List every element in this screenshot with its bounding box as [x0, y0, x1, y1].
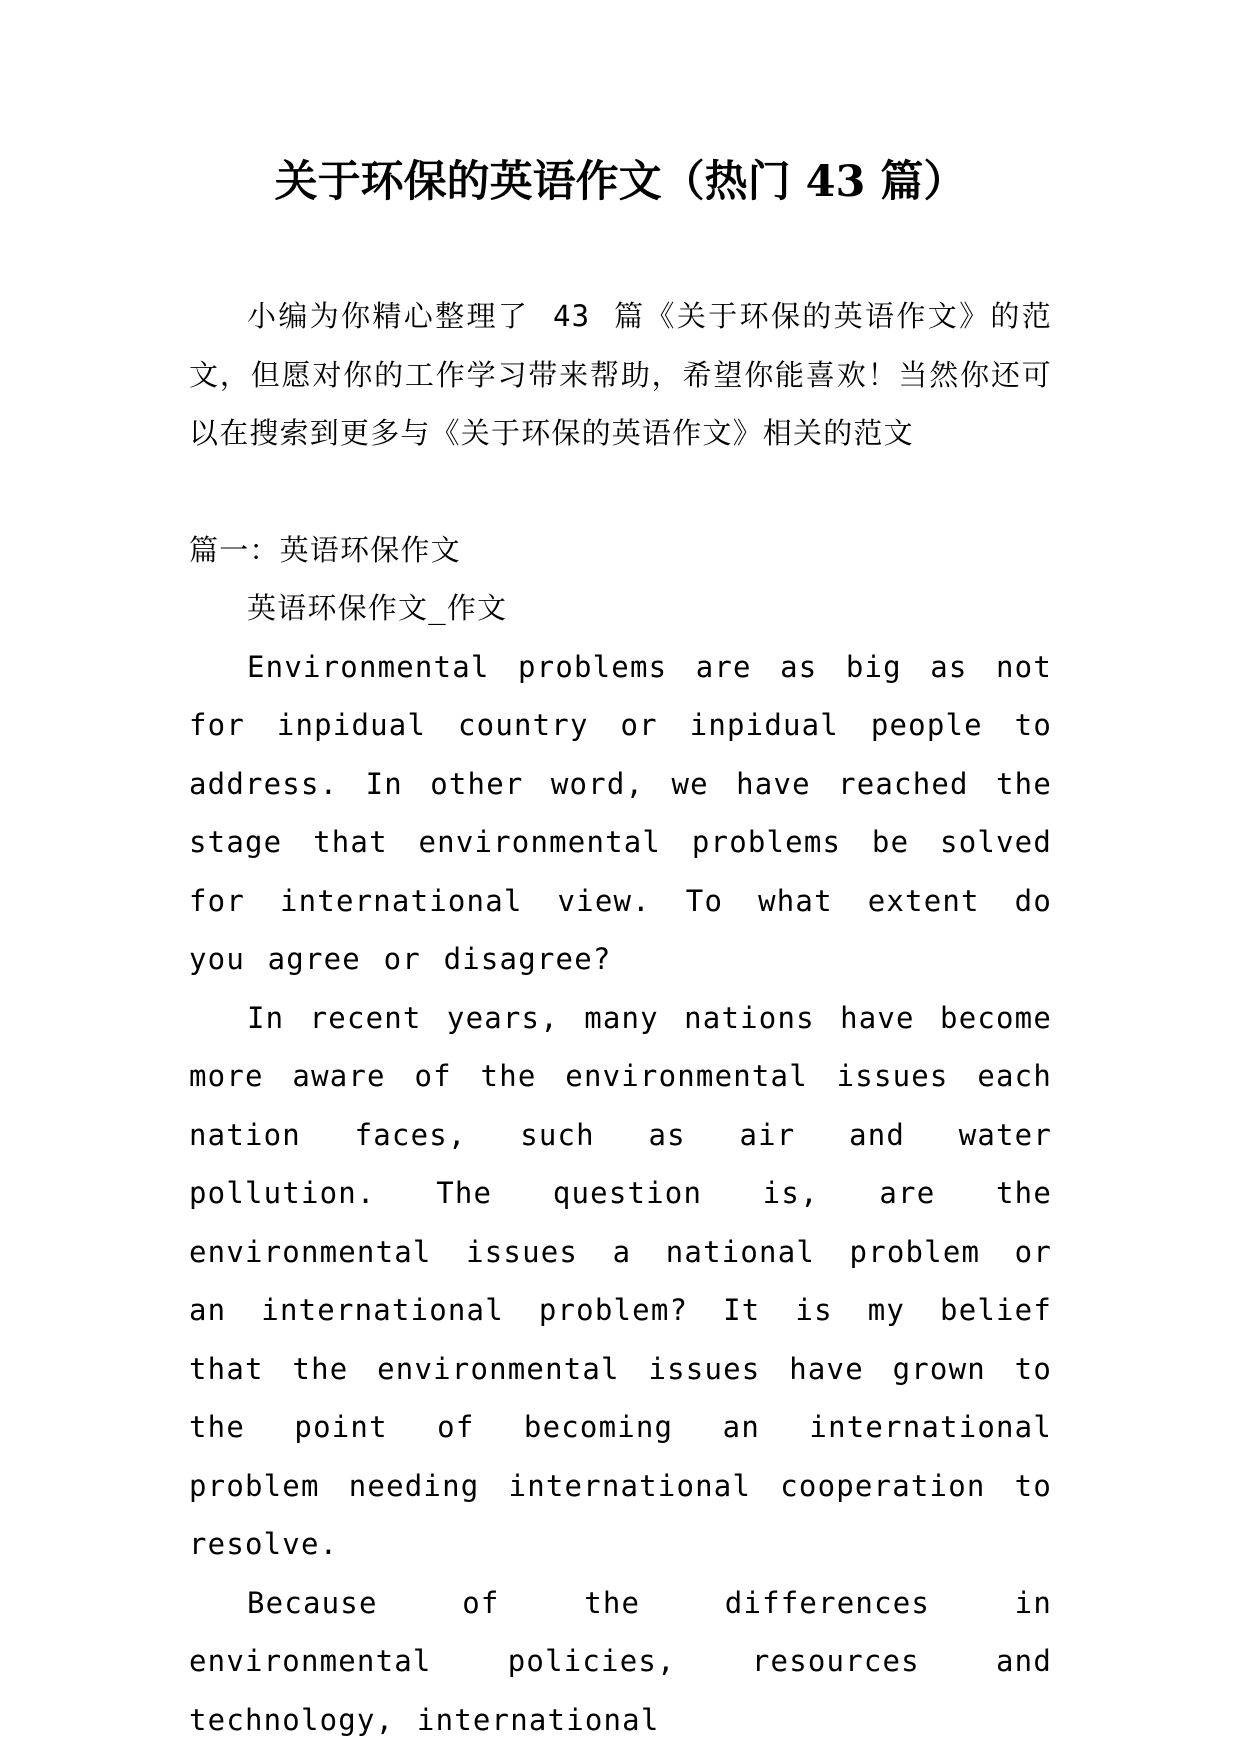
body-paragraph-2: In recent years, many nations have become more aware of the environmental issues each nation faces, such as air and water pollution. The question is, are the environmental issues a national problem or an international problem? It is my belief that the environmental issues have grown to the point of becoming an international problem needing international cooperation to resolve. [189, 1000, 1052, 1561]
paragraph-gap [189, 463, 1052, 521]
document-title: 关于环保的英语作文（热门 43 篇） [274, 157, 967, 207]
body-paragraph-3: Because of the differences in environmental policies, resources and technology, international [189, 1585, 1052, 1737]
section-heading: 篇一：英语环保作文 [189, 532, 461, 567]
sub-heading: 英语环保作文_作文 [247, 591, 508, 625]
intro-paragraph: 小编为你精心整理了 43 篇《关于环保的英语作文》的范文，但愿对你的工作学习带来帮助，希望你能喜欢！当然你还可以在搜索到更多与《关于环保的英语作文》相关的范文 [189, 299, 1052, 450]
body-paragraph-1: Environmental problems are as big as not for inpidual country or inpidual people to address. In other word, we have reached the stage that environmental problems be solved for international view. To what extent do you agree or disagree? [189, 649, 1052, 976]
document-body [189, 287, 1052, 1749]
